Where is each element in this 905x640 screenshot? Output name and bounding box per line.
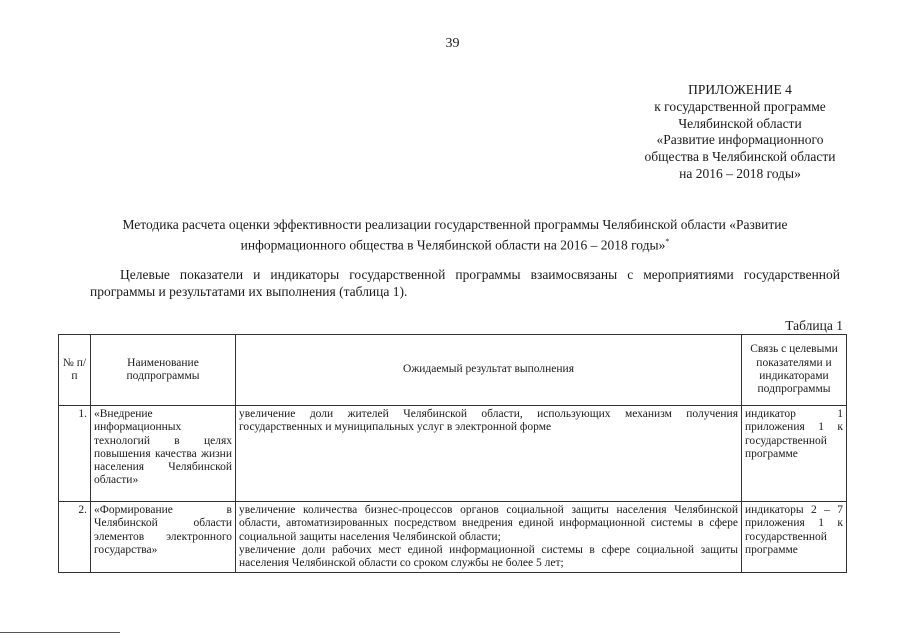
header-subprogram-name: Наименование подпрограммы <box>91 335 236 406</box>
row-expected-result <box>236 502 742 573</box>
row-expected-result <box>236 406 742 502</box>
row-num: 1. <box>59 406 91 502</box>
appendix-heading: ПРИЛОЖЕНИЕ 4 <box>688 82 792 97</box>
table-row <box>59 502 847 573</box>
appendix-line: «Развитие информационного <box>656 132 824 148</box>
table-header-row <box>59 335 847 406</box>
row-indicator-link: индикаторы 2 – 7 приложения 1 к государственной программе <box>742 502 847 573</box>
header-expected-result: Ожидаемый результат выполнения <box>236 335 742 406</box>
table-caption: Таблица 1 <box>785 318 843 333</box>
indicators-table <box>58 334 847 573</box>
appendix-line: Челябинской области <box>678 115 802 131</box>
row-subprogram-name: «Внедрение информационных технологий в целях повышения качества жизни населения Челябинской области» <box>91 406 236 502</box>
appendix-line: общества в Челябинской области <box>644 149 836 165</box>
intro-paragraph: Целевые показатели и индикаторы государственной программы взаимосвязаны с мероприятиями государственной программы и результатами их выполнения (таблица 1). <box>90 267 840 299</box>
row-subprogram-name: «Формирование в Челябинской области элементов электронного государства» <box>91 502 236 573</box>
table-row <box>59 406 847 502</box>
appendix-line: на 2016 – 2018 годы» <box>679 165 801 181</box>
result-item: увеличение доли рабочих мест единой информационной системы в сфере социальной защиты населения Челябинской области со сроком службы не более 5 лет; <box>239 543 738 570</box>
document-title-text: Методика расчета оценки эффективности реализации государственной программы Челябинской области «Развитие информационного общества в Челябинской области на 2016 – 2018 годы» <box>122 217 788 253</box>
footnote-mark: * <box>665 237 670 246</box>
document-title <box>70 216 840 254</box>
footnote-divider <box>0 632 120 633</box>
result-item: увеличение доли жителей Челябинской области, использующих механизм получения государственных и муниципальных услуг в электронной форме <box>239 408 738 434</box>
appendix-block <box>590 82 890 183</box>
header-indicator-link: Связь с целевыми показателями и индикаторами подпрограммы <box>742 335 847 406</box>
row-indicator-link: индикатор 1 приложения 1 к государственной программе <box>742 406 847 502</box>
page-number: 39 <box>445 36 460 51</box>
header-num: № п/п <box>59 335 91 406</box>
result-item: увеличение количества бизнес-процессов органов социальной защиты населения Челябинской области, автоматизированных посредством внедрения единой информационной системы в сфере социальной защиты населения Челябинской области; <box>239 504 738 543</box>
appendix-line: к государственной программе <box>654 98 826 114</box>
row-num: 2. <box>59 502 91 573</box>
